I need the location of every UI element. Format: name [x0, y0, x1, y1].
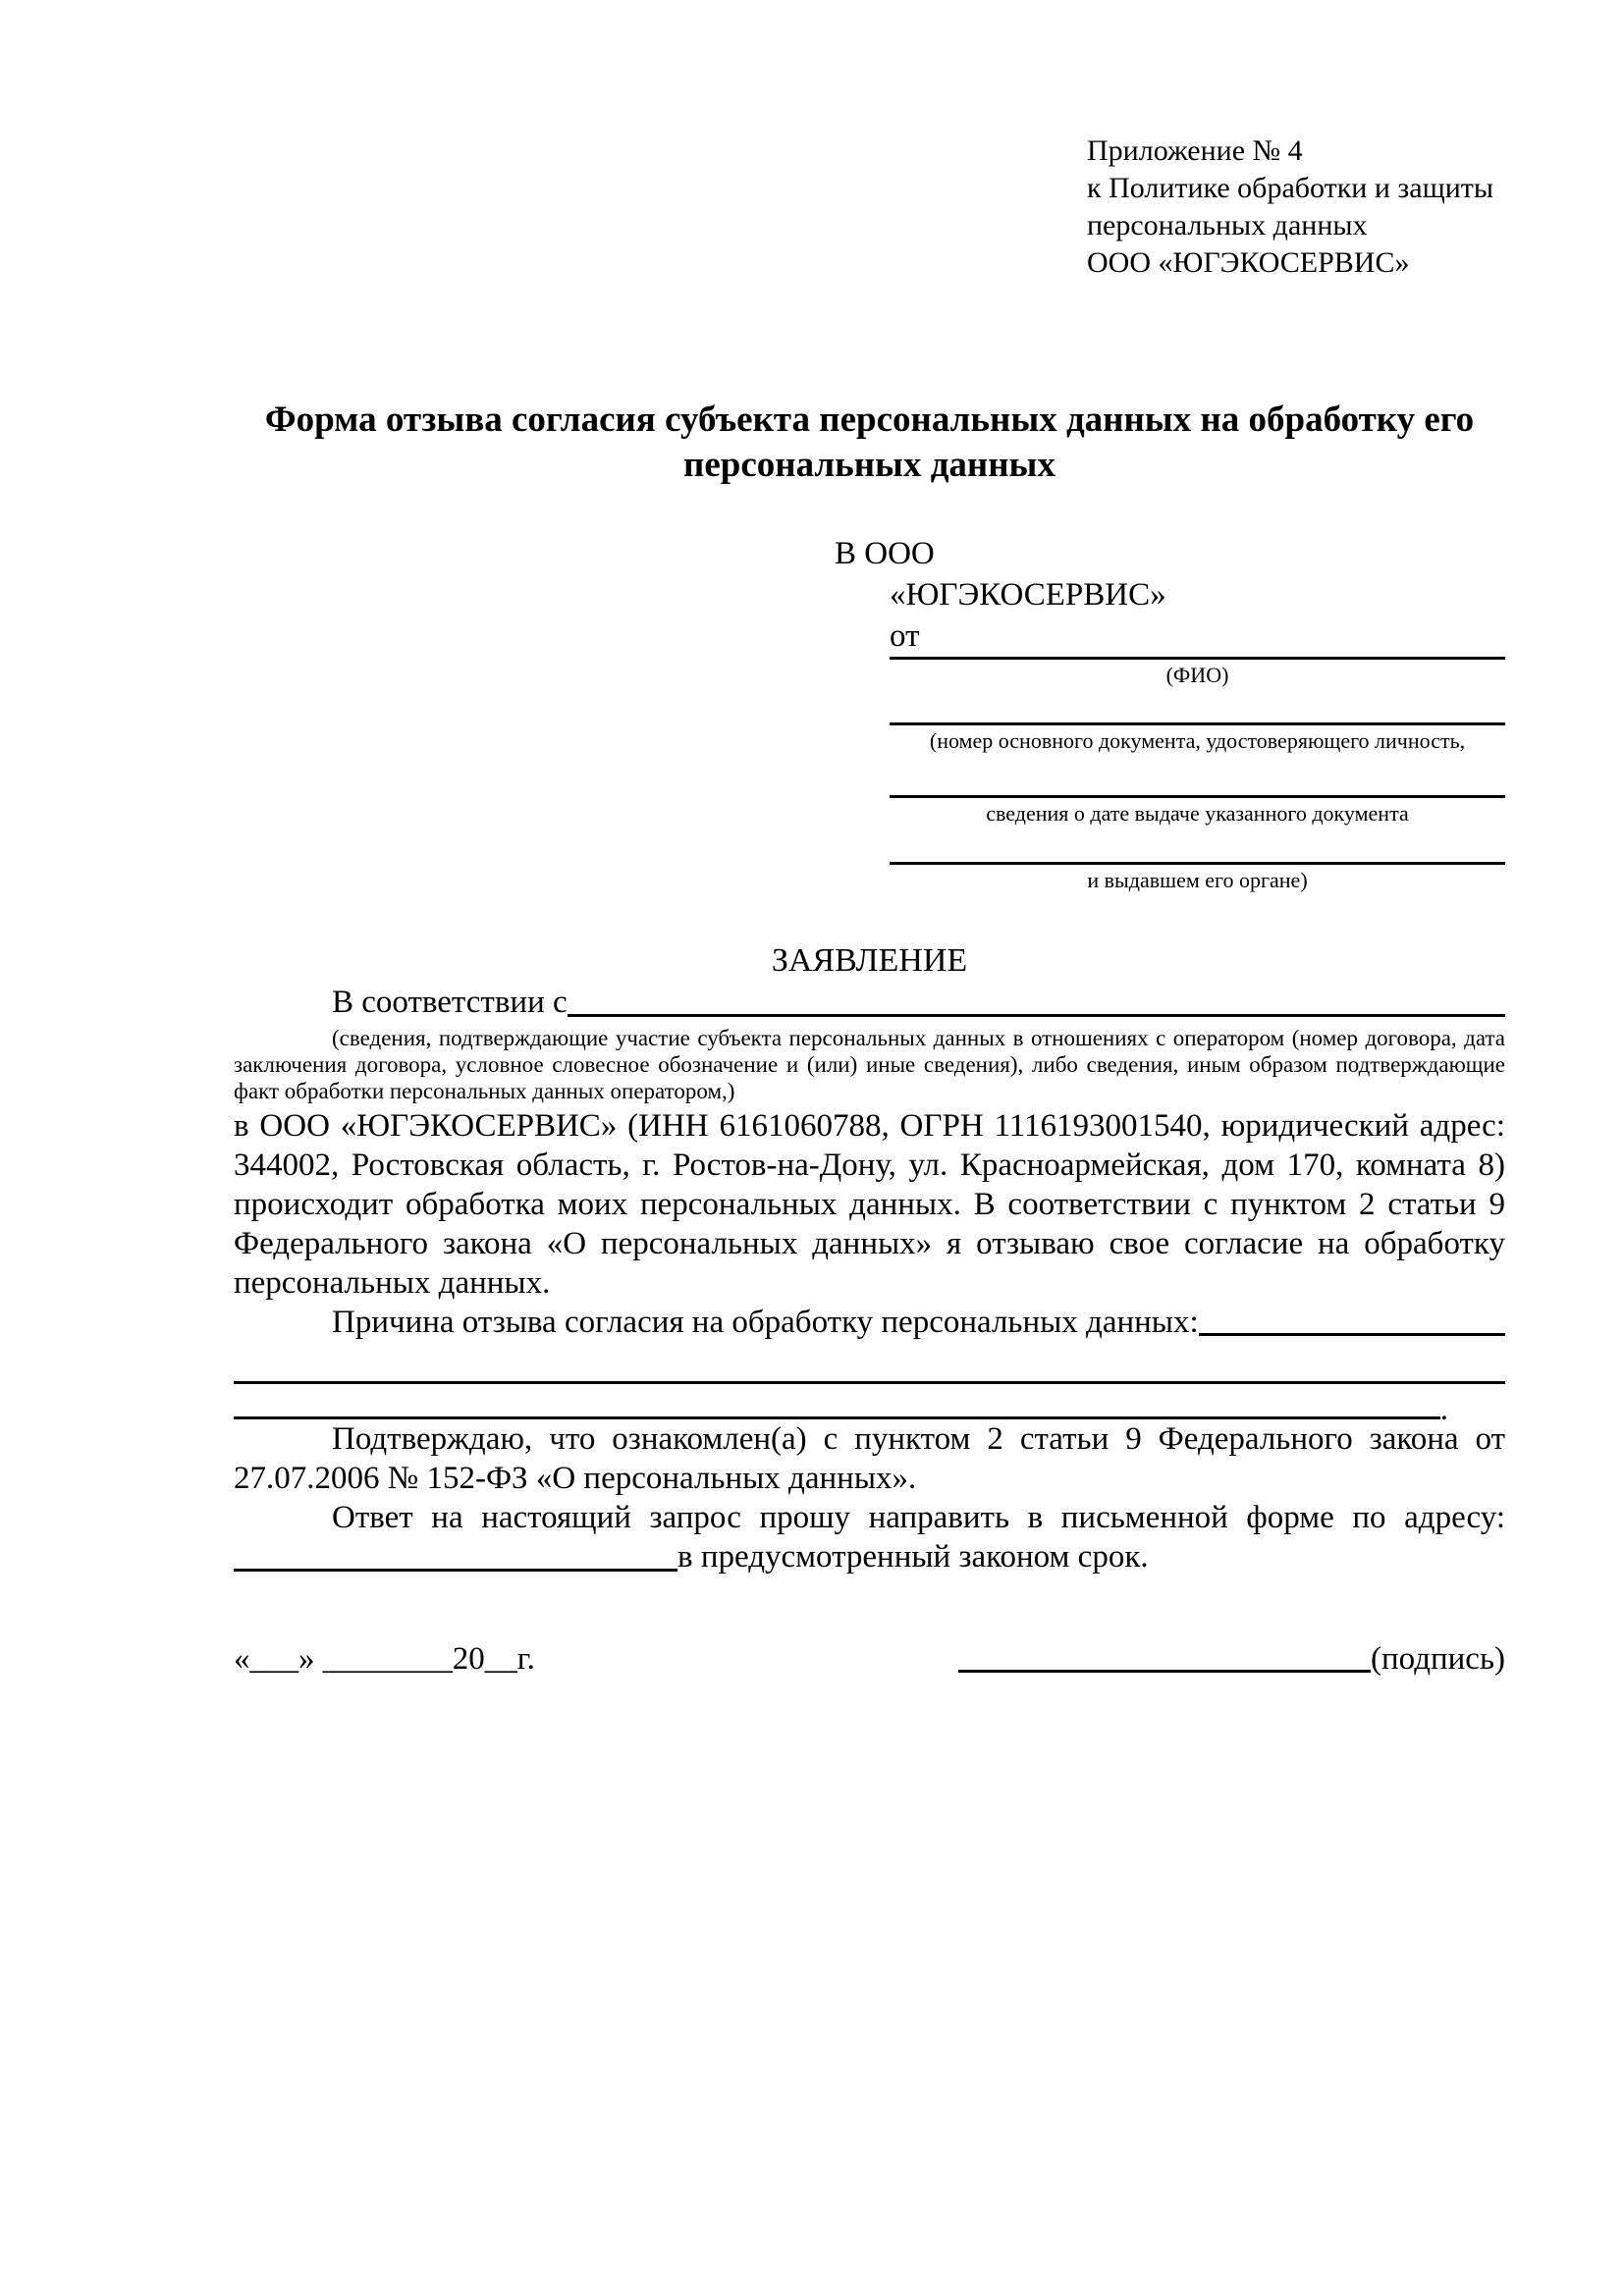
- signature-group: [958, 1639, 1505, 1679]
- appendix-line-1: Приложение № 4: [1087, 134, 1303, 167]
- issuer-blank-line: [890, 862, 1505, 865]
- reply-address-blank-line: [234, 1537, 677, 1572]
- confirmation-paragraph: Подтверждаю, что ознакомлен(а) с пунктом 2 статьи 9 Федерального закона от 27.07.2006 № 152-ФЗ «О персональных данных».: [234, 1421, 1505, 1496]
- document-number-caption: (номер основного документа, удостоверяющего личность,: [929, 728, 1466, 753]
- intro-prefix: В соответствии с: [332, 985, 568, 1020]
- issue-date-caption: сведения о дате выдаче указанного документа: [986, 801, 1409, 826]
- intro-line: [234, 982, 1505, 1023]
- date-blank: «___» ________20__г.: [234, 1641, 535, 1677]
- addressee-from-label: от: [890, 618, 920, 654]
- intro-blank-line: [568, 982, 1505, 1017]
- reason-blank-line-3: [234, 1384, 1448, 1427]
- page-content: [234, 0, 1505, 1679]
- appendix-line-3: персональных данных: [1087, 209, 1368, 241]
- issue-date-blank-line: [890, 795, 1505, 798]
- addressee-to: В ООО: [835, 536, 935, 571]
- addressee-inner: [890, 574, 1505, 893]
- fio-caption: (ФИО): [1165, 663, 1229, 687]
- reason-blank-line-3-rule: [234, 1384, 1440, 1419]
- reason-line: [234, 1303, 1505, 1342]
- explanation-note: (сведения, подтверждающие участие субъекта персональных данных в отношениях с оператором (номер договора, дата заключения договора, условное словесное обозначение и (или) иные сведения), либо сведения, иным образом подтверждающие факт обработки персональных данных оператором,): [234, 1026, 1505, 1103]
- signature-row: [234, 1639, 1505, 1679]
- fio-blank-line: [890, 657, 1505, 660]
- reply-address-line: [234, 1537, 1505, 1576]
- addressee-company: «ЮГЭКОСЕРВИС»: [890, 577, 1166, 613]
- reply-request-paragraph: Ответ на настоящий запрос прошу направить в письменной форме по адресу:: [332, 1500, 1505, 1535]
- signature-blank-line: [958, 1670, 1371, 1673]
- reason-blank-line: [1199, 1303, 1505, 1336]
- reason-period: .: [1439, 1392, 1448, 1427]
- document-number-blank-line: [890, 722, 1505, 725]
- statement-heading: ЗАЯВЛЕНИЕ: [771, 942, 968, 979]
- reply-suffix: в предусмотренный законом срок.: [677, 1539, 1149, 1575]
- addressee-block: [234, 533, 1505, 893]
- appendix-line-2: к Политике обработки и защиты: [1087, 172, 1494, 204]
- appendix-line-4: ООО «ЮГЭКОСЕРВИС»: [1087, 246, 1410, 279]
- document-title: Форма отзыва согласия субъекта персональных данных на обработку его персональных данных: [264, 400, 1475, 485]
- statement-body: в ООО «ЮГЭКОСЕРВИС» (ИНН 6161060788, ОГРН 1116193001540, юридический адрес: 344002, Ростовская область, г. Ростов-на-Дону, ул. Красноармейская, дом 170, комната 8) происходит обработка моих персональных данных. В соответствии с пунктом 2 статьи 9 Федерального закона «О персональных данных» я отзываю свое согласие на обработку персональных данных.: [234, 1108, 1505, 1301]
- reason-prefix: Причина отзыва согласия на обработку персональных данных:: [332, 1305, 1199, 1340]
- appendix-block: [1087, 0, 1505, 282]
- issuer-caption: и выдавшем его органе): [1087, 868, 1308, 892]
- signature-caption: (подпись): [1371, 1641, 1505, 1677]
- reason-blank-line-2: [234, 1354, 1505, 1384]
